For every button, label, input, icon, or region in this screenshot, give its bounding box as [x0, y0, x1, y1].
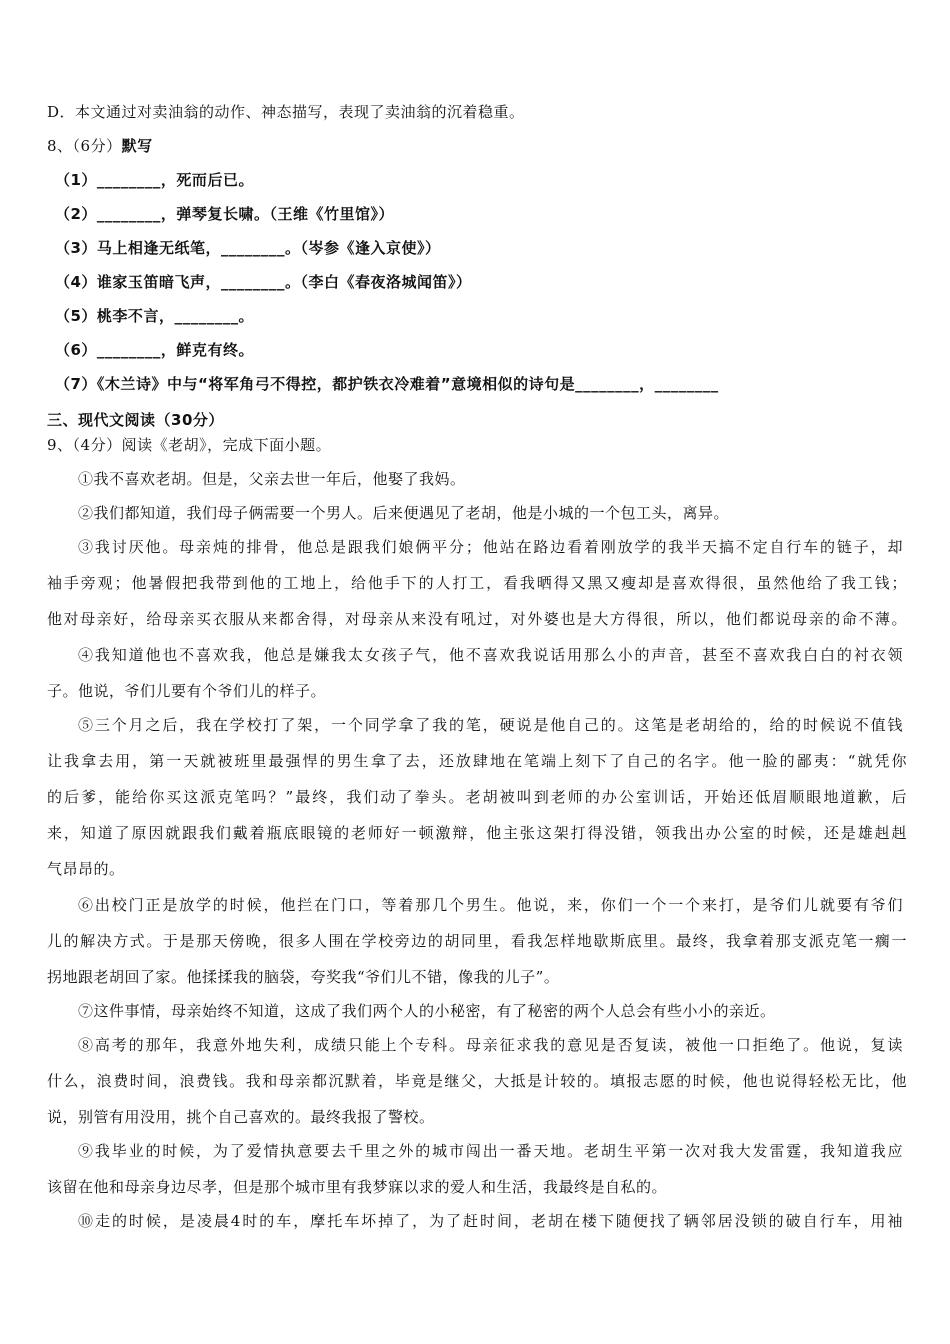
passage-line: 来，知道了原因就跟我们戴着瓶底眼镜的老师好一顿激辩，他主张这架打得没错，领我出办公室的时候，还是雄赳赳 [47, 824, 907, 842]
passage-line: 他对母亲好，给母亲买衣服从来都舍得，对母亲从来没有吼过，对外婆也是大方得很，所以，他们都说母亲的命不薄。 [47, 610, 907, 628]
passage-line: 让我拿去用，第一天就被班里最强悍的男生拿了去，还放肆地在笔端上刻下了自己的名字。他一脸的鄙夷：“就凭你 [47, 752, 907, 770]
passage-line: 气昂昂的。 [47, 860, 125, 878]
passage-line: 的后爹，能给你买这派克笔吗？”最终，我们动了拳头。老胡被叫到老师的办公室训话，开始还低眉顺眼地道歉，后 [47, 788, 907, 806]
passage-line: ③我讨厌他。母亲炖的排骨，他总是跟我们娘俩平分；他站在路边看着刚放学的我半天搞不定自行车的链子，却 [78, 538, 903, 556]
passage-line: 说，别管有用没用，挑个自己喜欢的。最终我报了警校。 [47, 1108, 435, 1126]
q8-header [47, 136, 907, 156]
passage-line: ⑩走的时候，是凌晨4时的车，摩托车坏掉了，为了赶时间，老胡在楼下随便找了辆邻居没锁的破自行车，用袖 [78, 1212, 903, 1230]
q9-intro: 9、（4分）阅读《老胡》，完成下面小题。 [47, 436, 332, 454]
passage-line: ⑦这件事情，母亲始终不知道，这成了我们两个人的小秘密，有了秘密的两个人总会有些小小的亲近。 [78, 1002, 776, 1020]
q8-item-5: （5）桃李不言，________。 [55, 307, 254, 325]
passage-line: ⑤三个月之后，我在学校打了架，一个同学拿了我的笔，硬说是他自己的。这笔是老胡给的，给的时候说不值钱 [78, 716, 903, 734]
passage-line: ①我不喜欢老胡。但是，父亲去世一年后，他娶了我妈。 [78, 470, 466, 488]
passage-line: 该留在他和母亲身边尽孝，但是那个城市里有我梦寐以求的爱人和生活，我最终是自私的。 [47, 1178, 668, 1196]
q8-number: 8、（6分） [47, 137, 122, 155]
passage-line: ⑧高考的那年，我意外地失利，成绩只能上个专科。母亲征求我的意见是否复读，被他一口拒绝了。他说，复读 [78, 1036, 903, 1054]
q8-item-1: （1）________，死而后已。 [55, 171, 254, 189]
passage-line: ⑨我毕业的时候，为了爱情执意要去千里之外的城市闯出一番天地。老胡生平第一次对我大发雷霆，我知道我应 [78, 1142, 903, 1160]
passage-line: 儿的解决方式。于是那天傍晚，很多人围在学校旁边的胡同里，看我怎样地歇斯底里。最终，我拿着那支派克笔一瘸一 [47, 932, 907, 950]
section-heading: 三、现代文阅读（30分） [47, 411, 224, 429]
passage-line: 袖手旁观；他暑假把我带到他的工地上，给他手下的人打工，看我晒得又黑又瘦却是喜欢得很，虽然他给了我工钱； [47, 574, 907, 592]
q8-item-7: （7）《木兰诗》中与“将军角弓不得控，都护铁衣冷难着”意境相似的诗句是________，________ [55, 375, 719, 393]
passage-line: 子。他说，爷们儿要有个爷们儿的样子。 [47, 682, 327, 700]
passage-line: ⑥出校门正是放学的时候，他拦在门口，等着那几个男生。他说，来，你们一个一个来打，是爷们儿就要有爷们 [78, 896, 903, 914]
passage-line: ②我们都知道，我们母子俩需要一个男人。后来便遇见了老胡，他是小城的一个包工头，离异。 [78, 504, 730, 522]
q8-item-4: （4）谁家玉笛暗飞声，________。（李白《春夜洛城闻笛》） [55, 273, 472, 291]
q8-title: 默写 [121, 137, 153, 155]
q8-item-3: （3）马上相逢无纸笔，________。（岑参《逢入京使》） [55, 239, 441, 257]
passage-line: ④我知道他也不喜欢我，他总是嫌我太女孩子气，他不喜欢我说话用那么小的声音，甚至不喜欢我白白的衬衣领 [78, 646, 903, 664]
passage-line: 拐地跟老胡回了家。他揉揉我的脑袋，夸奖我“爷们儿不错，像我的儿子”。 [47, 968, 560, 986]
q7-option-d: D．本文通过对卖油翁的动作、神态描写，表现了卖油翁的沉着稳重。 [47, 103, 525, 121]
q8-item-6: （6）________，鲜克有终。 [55, 341, 254, 359]
q8-item-2: （2）________，弹琴复长啸。（王维《竹里馆》） [55, 205, 394, 223]
passage-line: 什么，浪费时间，浪费钱。我和母亲都沉默着，毕竟是继父，大抵是计较的。填报志愿的时候，他也说得轻松无比，他 [47, 1072, 907, 1090]
